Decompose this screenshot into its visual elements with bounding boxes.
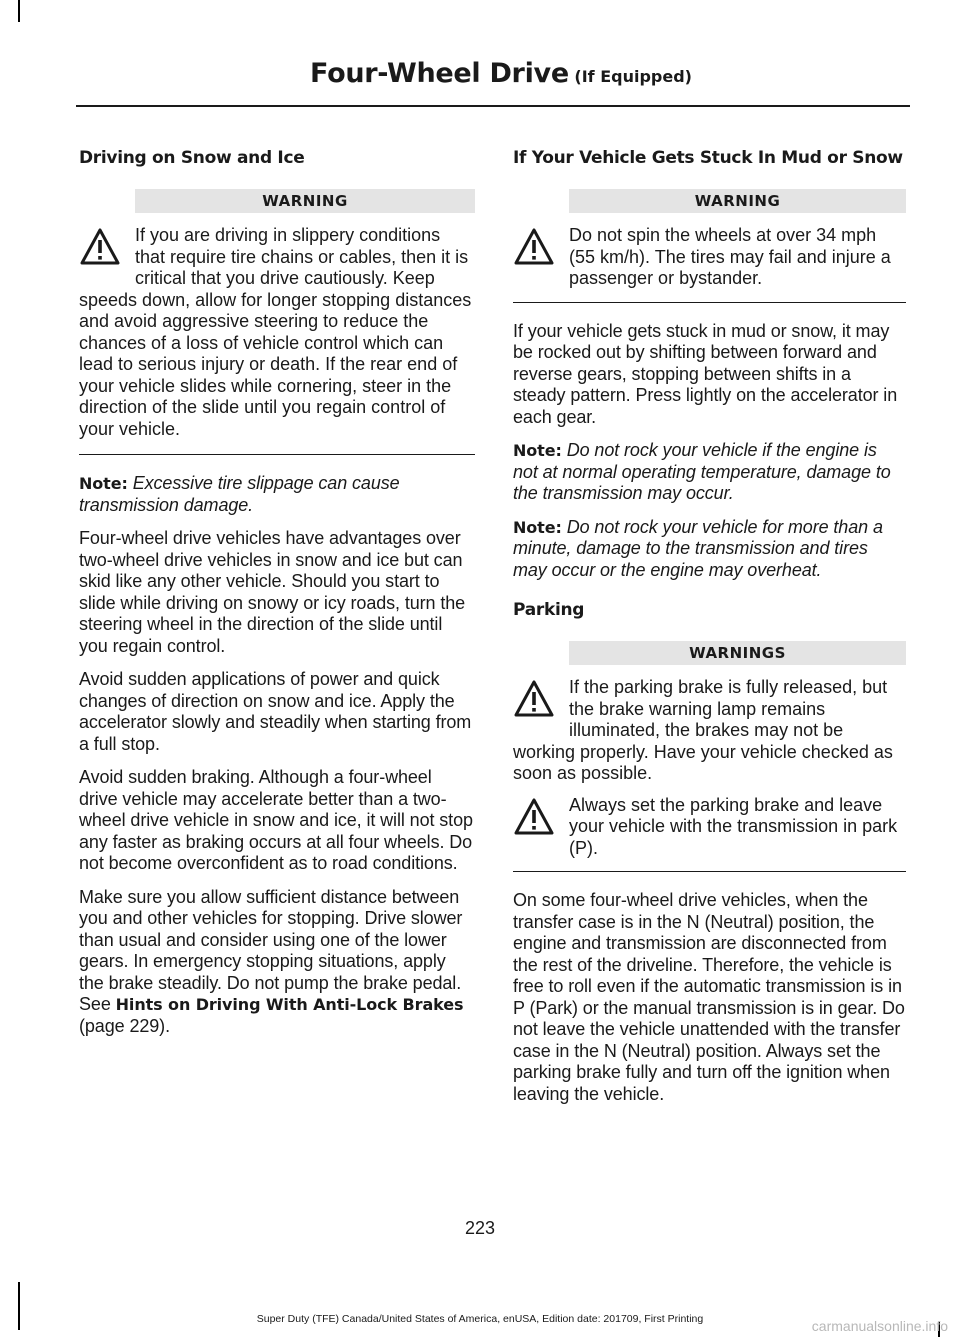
warning-label: WARNING (569, 189, 906, 213)
body-paragraph: Avoid sudden applications of power and quick changes of direction on snow and ice. Apply the accelerator slowly and steadily when starting from a full stop. (79, 669, 472, 754)
warning-text: Always set the parking brake and leave your vehicle with the transmission in park (P). (569, 794, 898, 858)
header-title-main: Four-Wheel Drive (310, 58, 569, 89)
right-column (513, 147, 906, 1117)
note-text: Excessive tire slippage can cause transmission damage. (79, 473, 400, 515)
watermark: carmanualsonline.info (811, 1318, 948, 1334)
cross-reference-link[interactable]: Hints on Driving With Anti-Lock Brakes (115, 995, 464, 1014)
warning-end-rule (513, 871, 906, 872)
warning-triangle-icon (513, 679, 555, 719)
warning-block (79, 225, 475, 440)
body-paragraph: If your vehicle gets stuck in mud or snow, it may be rocked out by shifting between forward and reverse gears, stopping between shifts in a steady pattern. Press lightly on the accelerator in each gear. (513, 320, 898, 427)
note (513, 440, 906, 505)
footer-edition-text: Super Duty (TFE) Canada/United States of America, enUSA, Edition date: 201709, First Printing (256, 1313, 704, 1325)
warning-block (513, 795, 906, 860)
warning-text: If the parking brake is fully released, but the brake warning lamp remains illuminated, the brakes may not be working properly. Have your vehicle checked as soon as possible. (513, 677, 893, 783)
left-column (79, 147, 475, 1049)
section-heading-parking: Parking (513, 600, 585, 620)
warning-label: WARNING (135, 189, 475, 213)
warning-triangle-icon (79, 227, 121, 267)
body-paragraph: Avoid sudden braking. Although a four-wheel drive vehicle may accelerate better than a two-wheel drive vehicle in snow and ice, it will not stop any faster as braking occurs at all four wheels. Do not become overconfident as to road conditions. (79, 767, 473, 873)
body-text: Make sure you allow sufficient distance between you and other vehicles for stopping. Drive slower than usual and consider using one of the lower gears. In emergency stopping situations, apply the brake steadily. Do not pump the brake pedal. See (79, 886, 463, 1014)
section-heading-snow-ice: Driving on Snow and Ice (79, 148, 305, 168)
page-number: 223 (464, 1218, 496, 1238)
note-label: Note: (79, 474, 128, 493)
warning-triangle-icon (513, 797, 555, 837)
warning-end-rule (79, 454, 475, 455)
page-reference: (page 229). (79, 1015, 170, 1036)
warnings-label: WARNINGS (569, 641, 906, 665)
body-paragraph (79, 887, 475, 1038)
header-title-suffix: (If Equipped) (568, 67, 692, 86)
spacer (513, 785, 906, 795)
note (79, 473, 475, 516)
note-label: Note: (513, 517, 562, 537)
note-label: Note: (513, 441, 562, 460)
warning-text: If you are driving in slippery conditions that require tire chains or cables, then it is critical that you drive cautiously. Keep speeds down, allow for longer stopping distances and avoid aggressive steering to reduce the chances of a loss of vehicle control which can lead to serious injury or death. If the rear end of your vehicle slides while cornering, steer in the direction of the slide until you regain control of your vehicle. (79, 225, 472, 439)
warning-block (513, 225, 906, 290)
warning-triangle-icon (513, 227, 555, 267)
header-rule (76, 105, 910, 107)
warning-text: Do not spin the wheels at over 34 mph (55 km/h). The tires may fail and injure a passenger or bystander. (569, 225, 891, 288)
body-paragraph: On some four-wheel drive vehicles, when the transfer case is in the N (Neutral) position, the engine and transmission are disconnected from the rest of the driveline. Therefore, the vehicle is free to roll even if the automatic transmission is in P (Park) or the manual transmission is in gear. Do not leave the vehicle unattended with the transfer case in the N (Neutral) position. Always set the parking brake fully and turn off the ignition when leaving the vehicle. (513, 890, 905, 1104)
page-header-title (310, 58, 692, 89)
warning-block (513, 677, 906, 785)
note-text: Do not rock your vehicle if the engine is not at normal operating temperature, damage to the transmission may occur. (513, 440, 891, 503)
body-paragraph: Four-wheel drive vehicles have advantages over two-wheel drive vehicles in snow and ice but can skid like any other vehicle. Should you start to slide while driving on snowy or icy roads, turn the steering wheel in the direction of the slide until you regain control. (79, 528, 466, 656)
note-text: Do not rock your vehicle for more than a minute, damage to the transmission and tires may occur or the engine may overheat. (513, 516, 883, 580)
crop-mark (18, 0, 20, 22)
section-heading-stuck: If Your Vehicle Gets Stuck In Mud or Snow (513, 148, 903, 168)
warning-end-rule (513, 302, 906, 303)
note (513, 517, 906, 582)
